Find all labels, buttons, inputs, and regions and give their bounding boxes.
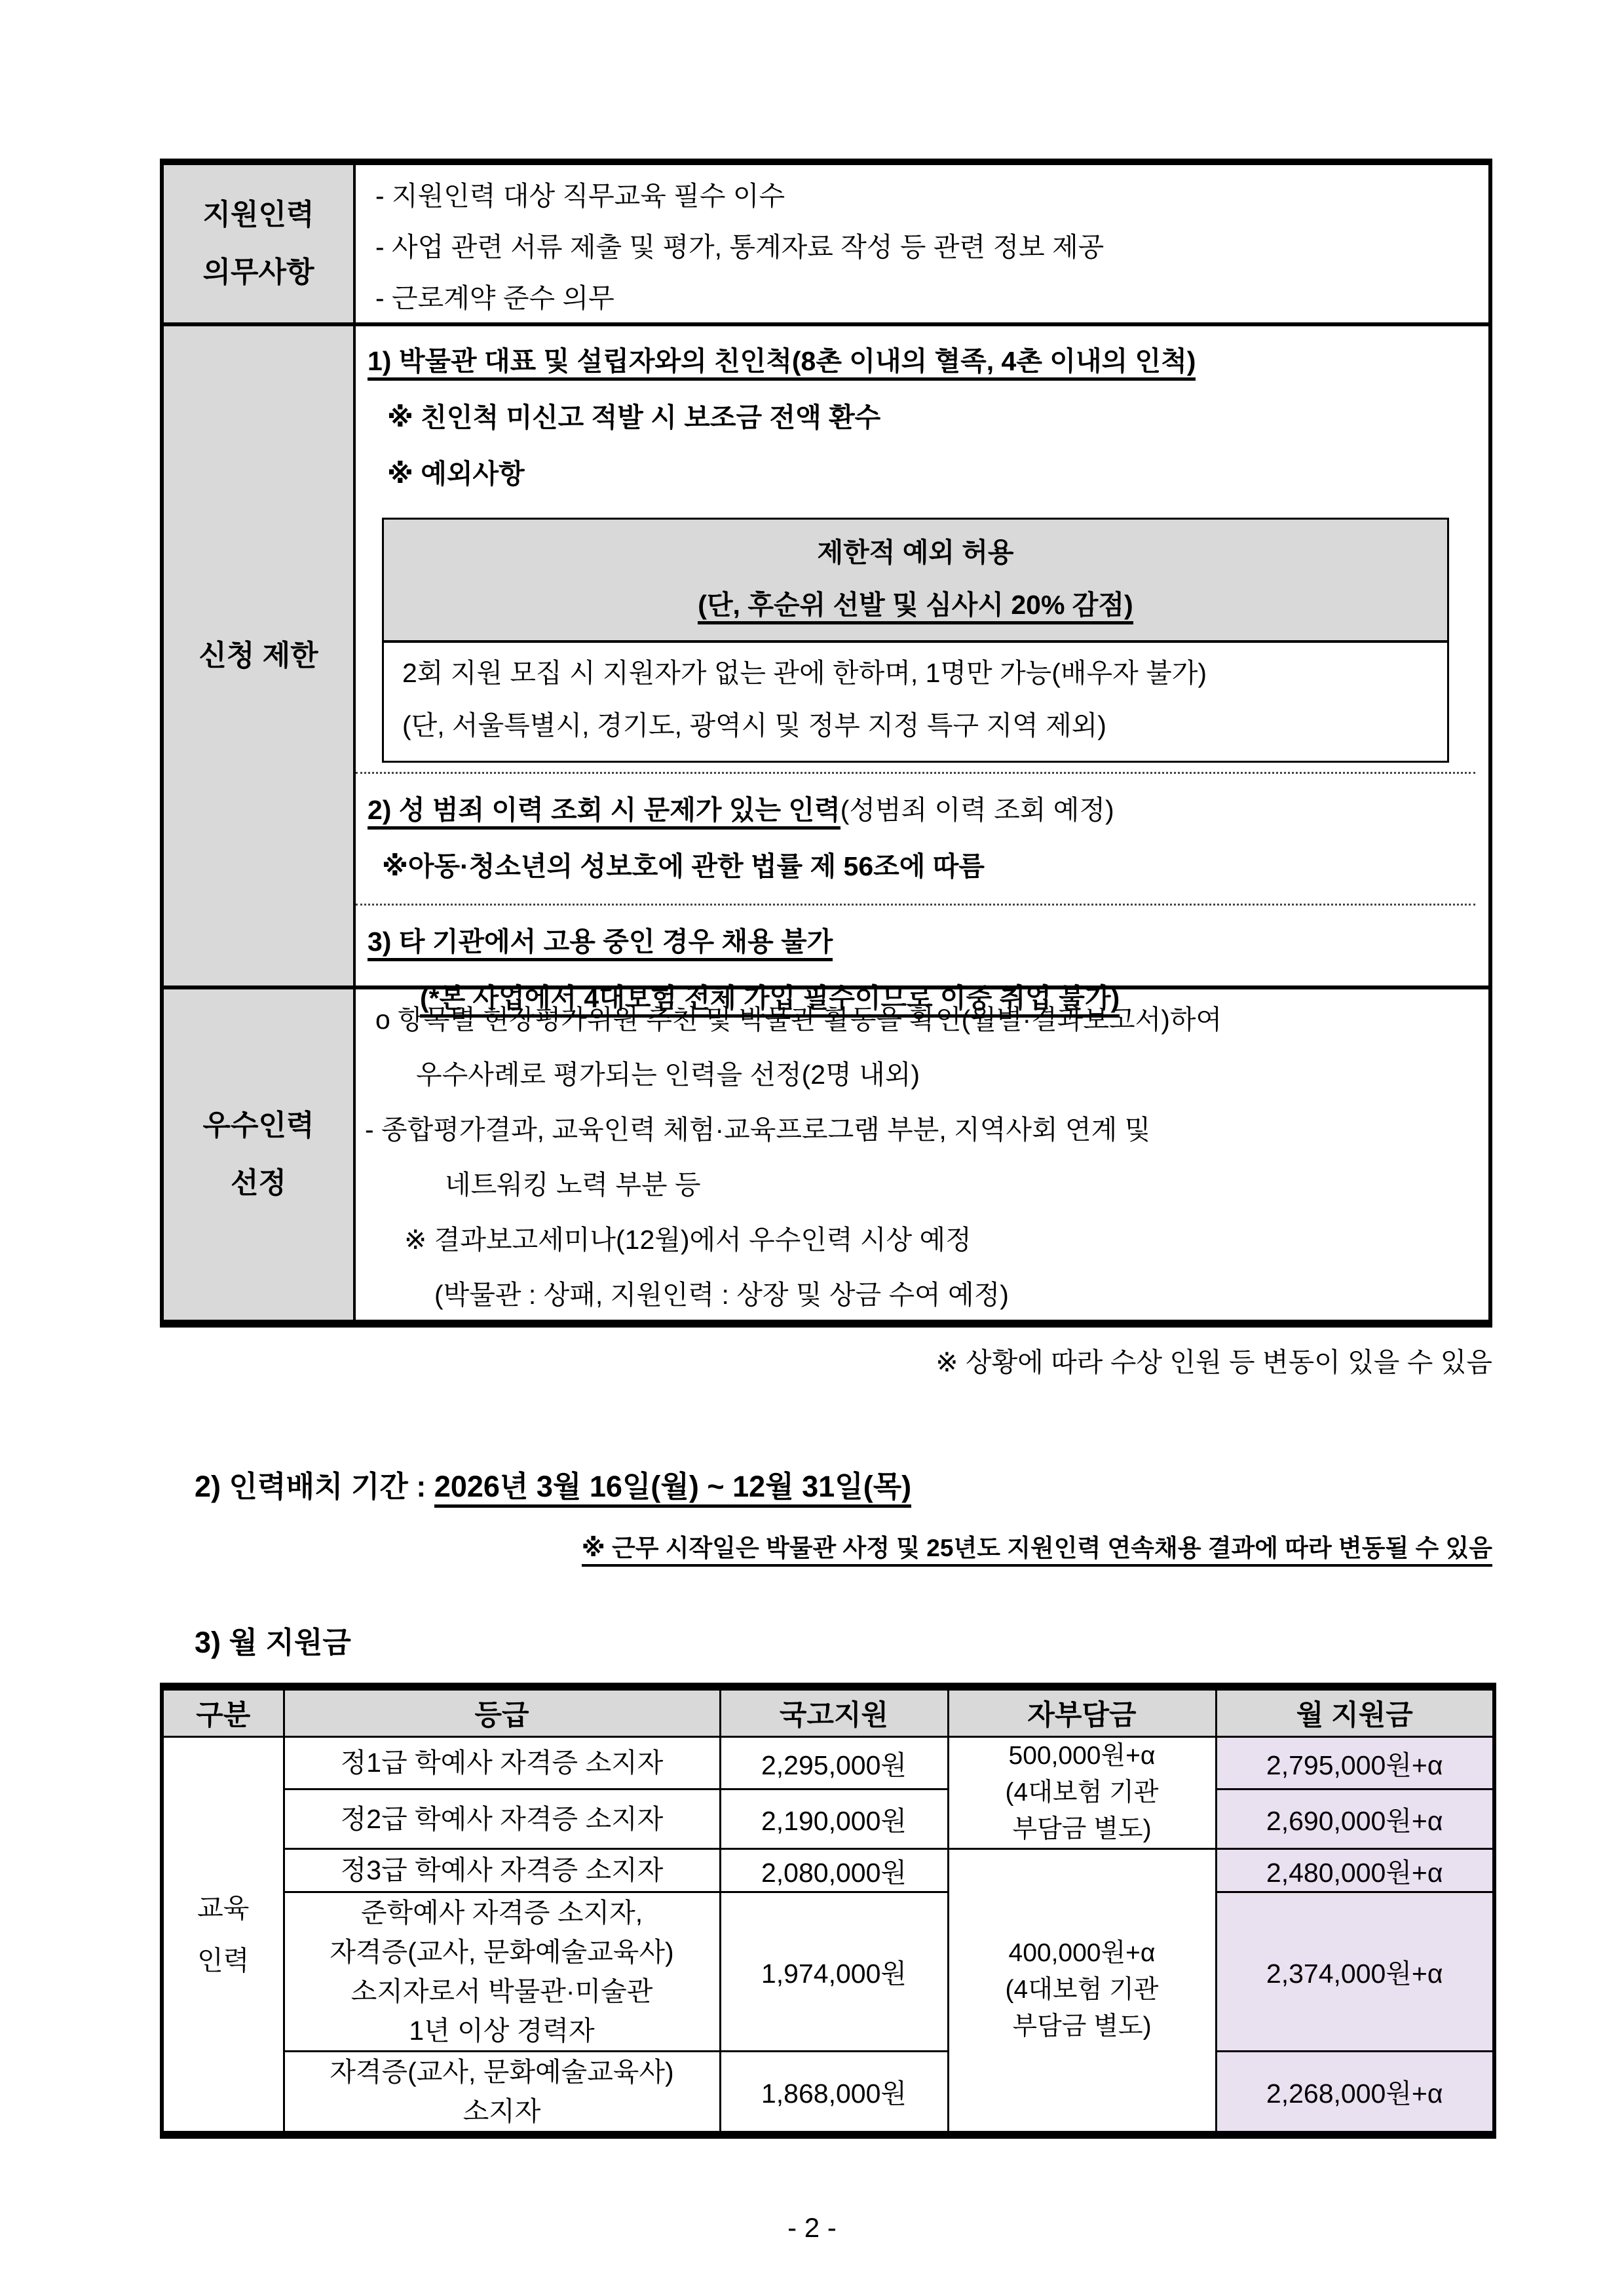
limit-clause3-note-text: (*본 사업에서 4대보험 전체 가입 필수이므로 이중 취업 불가) bbox=[420, 983, 1120, 1018]
exception-box-header bbox=[384, 520, 1447, 643]
pay-self-line: 400,000원+α bbox=[1008, 1939, 1156, 1967]
pay-grade-line: 정2급 학예사 자격증 소지자 bbox=[340, 1803, 664, 1834]
info-table-footnote: ※ 상황에 따라 수상 인원 등 변동이 있을 수 있음 bbox=[935, 1347, 1492, 1377]
limit-row-content bbox=[356, 326, 1488, 1013]
best-label-line1: 우수인력 bbox=[202, 1109, 314, 1141]
pay-self-line: 부담금 별도) bbox=[1012, 1814, 1152, 1843]
info-row-duty bbox=[164, 165, 1488, 322]
pay-grade-line: 소지자 bbox=[463, 2095, 541, 2126]
exception-box bbox=[382, 518, 1449, 763]
pay-gov-cell: 2,080,000원 bbox=[720, 1848, 948, 1892]
exception-box-title: 제한적 예외 허용 bbox=[817, 537, 1014, 567]
dotted-separator bbox=[356, 904, 1475, 906]
best-line: - 종합평가결과, 교육인력 체험·교육프로그램 부분, 지역사회 연계 및 bbox=[365, 1115, 1151, 1145]
pay-gov-cell: 1,868,000원 bbox=[720, 2051, 948, 2135]
pay-grade-cell bbox=[284, 1789, 720, 1848]
info-table bbox=[160, 159, 1492, 1328]
pay-header-grade: 등급 bbox=[284, 1687, 720, 1736]
pay-row-5 bbox=[162, 2051, 1494, 2135]
exception-box-body-line1: 2회 지원 모집 시 지원자가 없는 관에 한하며, 1명만 가능(배우자 불가) bbox=[402, 658, 1207, 688]
pay-grade-line: 소지자로서 박물관·미술관 bbox=[350, 1976, 653, 2006]
section-pay-heading: 3) 월 지원금 bbox=[195, 1626, 351, 1659]
pay-grade-line: 1년 이상 경력자 bbox=[409, 2015, 595, 2046]
pay-group-line2: 인력 bbox=[197, 1945, 250, 1976]
duty-row-label bbox=[164, 165, 356, 322]
pay-total-cell: 2,795,000원+α bbox=[1216, 1736, 1494, 1789]
pay-table-header-row bbox=[162, 1687, 1494, 1736]
pay-total-cell: 2,268,000원+α bbox=[1216, 2051, 1494, 2135]
duty-item: - 지원인력 대상 직무교육 필수 이수 bbox=[375, 181, 785, 211]
limit-clause1-note1: ※ 친인척 미신고 적발 시 보조금 전액 환수 bbox=[387, 402, 881, 432]
pay-grade-cell bbox=[284, 1892, 720, 2051]
pay-row-4 bbox=[162, 1892, 1494, 2051]
section-period-note-text: ※ 근무 시작일은 박물관 사정 및 25년도 지원인력 연속채용 결과에 따라 변동될 수 있음 bbox=[582, 1535, 1492, 1567]
section-period-heading bbox=[195, 1463, 911, 1505]
limit-label-line1: 신청 제한 bbox=[198, 640, 318, 672]
pay-table bbox=[160, 1683, 1496, 2139]
pay-self-cell-rows12 bbox=[948, 1736, 1216, 1848]
pay-gov-cell: 1,974,000원 bbox=[720, 1892, 948, 2051]
pay-self-line: 500,000원+α bbox=[1008, 1741, 1156, 1770]
pay-grade-line: 자격증(교사, 문화예술교육사) bbox=[330, 1936, 674, 1967]
limit-clause1-title bbox=[356, 333, 1475, 389]
page-number: - 2 - bbox=[787, 2212, 837, 2243]
pay-gov-cell: 2,190,000원 bbox=[720, 1789, 948, 1848]
pay-self-cell-rows35 bbox=[948, 1848, 1216, 2135]
limit-clause1-title-text: 1) 박물관 대표 및 설립자와의 친인척(8촌 이내의 혈족, 4촌 이내의 인척) bbox=[368, 346, 1196, 381]
section-period-heading-prefix: 2) 인력배치 기간 : bbox=[195, 1470, 434, 1503]
pay-header-gov: 국고지원 bbox=[720, 1687, 948, 1736]
best-line: ※ 결과보고세미나(12월)에서 우수인력 시상 예정 bbox=[404, 1225, 972, 1255]
pay-self-line: (4대보험 기관 bbox=[1005, 1778, 1159, 1807]
best-line: 우수사례로 평가되는 인력을 선정(2명 내외) bbox=[416, 1060, 920, 1090]
section-period-note bbox=[160, 1528, 1492, 1563]
best-line: 네트워킹 노력 부분 등 bbox=[445, 1170, 701, 1200]
limit-clause2-note: ※아동·청소년의 성보호에 관한 법률 제 56조에 따름 bbox=[382, 851, 985, 881]
exception-box-subtitle bbox=[384, 579, 1447, 631]
best-line: o 항목별 현장평가위원 추천 및 박물관 활동을 확인(월별·결과보고서)하여 bbox=[375, 1004, 1222, 1035]
info-row-best bbox=[164, 985, 1488, 1320]
limit-row-label bbox=[164, 326, 356, 985]
pay-self-line: 부담금 별도) bbox=[1012, 2012, 1152, 2040]
pay-header-category: 구분 bbox=[162, 1687, 284, 1736]
pay-gov-cell: 2,295,000원 bbox=[720, 1736, 948, 1789]
limit-clause1-note2: ※ 예외사항 bbox=[387, 459, 525, 489]
pay-total-cell: 2,690,000원+α bbox=[1216, 1789, 1494, 1848]
duty-item: - 근로계약 준수 의무 bbox=[375, 283, 614, 313]
best-row-label bbox=[164, 989, 356, 1320]
limit-clause2-title bbox=[356, 782, 1475, 838]
duty-row-content bbox=[356, 165, 1488, 322]
dotted-separator bbox=[356, 772, 1475, 774]
pay-total-cell: 2,480,000원+α bbox=[1216, 1848, 1494, 1892]
best-label-line2: 선정 bbox=[230, 1167, 286, 1199]
pay-grade-cell bbox=[284, 1848, 720, 1892]
pay-grade-line: 정3급 학예사 자격증 소지자 bbox=[340, 1855, 664, 1885]
section-period-heading-dates: 2026년 3월 16일(월) ~ 12월 31일(목) bbox=[434, 1470, 911, 1508]
exception-box-body-line2: (단, 서울특별시, 경기도, 광역시 및 정부 지정 특구 지역 제외) bbox=[402, 710, 1106, 740]
pay-group-cell bbox=[162, 1736, 284, 2135]
exception-box-subtitle-text: (단, 후순위 선발 및 심사시 20% 감점) bbox=[698, 590, 1133, 624]
info-row-limit bbox=[164, 322, 1488, 1013]
limit-clause2-suffix: (성범죄 이력 조회 예정) bbox=[840, 795, 1114, 825]
best-row-content bbox=[356, 989, 1488, 1320]
pay-header-self: 자부담금 bbox=[948, 1687, 1216, 1736]
pay-row-1 bbox=[162, 1736, 1494, 1789]
pay-grade-cell bbox=[284, 2051, 720, 2135]
pay-header-total: 월 지원금 bbox=[1216, 1687, 1494, 1736]
duty-item: - 사업 관련 서류 제출 및 평가, 통계자료 작성 등 관련 정보 제공 bbox=[375, 232, 1105, 262]
pay-self-line: (4대보험 기관 bbox=[1005, 1976, 1159, 2004]
pay-grade-cell bbox=[284, 1736, 720, 1789]
pay-grade-line: 준학예사 자격증 소지자, bbox=[360, 1897, 643, 1928]
pay-row-3 bbox=[162, 1848, 1494, 1892]
best-line: (박물관 : 상패, 지원인력 : 상장 및 상금 수여 예정) bbox=[434, 1280, 1009, 1310]
limit-clause2-title-text: 2) 성 범죄 이력 조회 시 문제가 있는 인력 bbox=[368, 795, 840, 830]
exception-box-body bbox=[384, 643, 1447, 761]
duty-label-line1: 지원인력 bbox=[202, 199, 314, 231]
pay-group-line1: 교육 bbox=[197, 1892, 250, 1923]
pay-total-cell: 2,374,000원+α bbox=[1216, 1892, 1494, 2051]
limit-clause3-title bbox=[356, 913, 1475, 970]
limit-clause3-title-text: 3) 타 기관에서 고용 중인 경우 채용 불가 bbox=[368, 927, 833, 961]
pay-row-2 bbox=[162, 1789, 1494, 1848]
pay-grade-line: 정1급 학예사 자격증 소지자 bbox=[340, 1748, 664, 1778]
pay-grade-line: 자격증(교사, 문화예술교육사) bbox=[330, 2056, 674, 2087]
duty-label-line2: 의무사항 bbox=[202, 256, 314, 288]
